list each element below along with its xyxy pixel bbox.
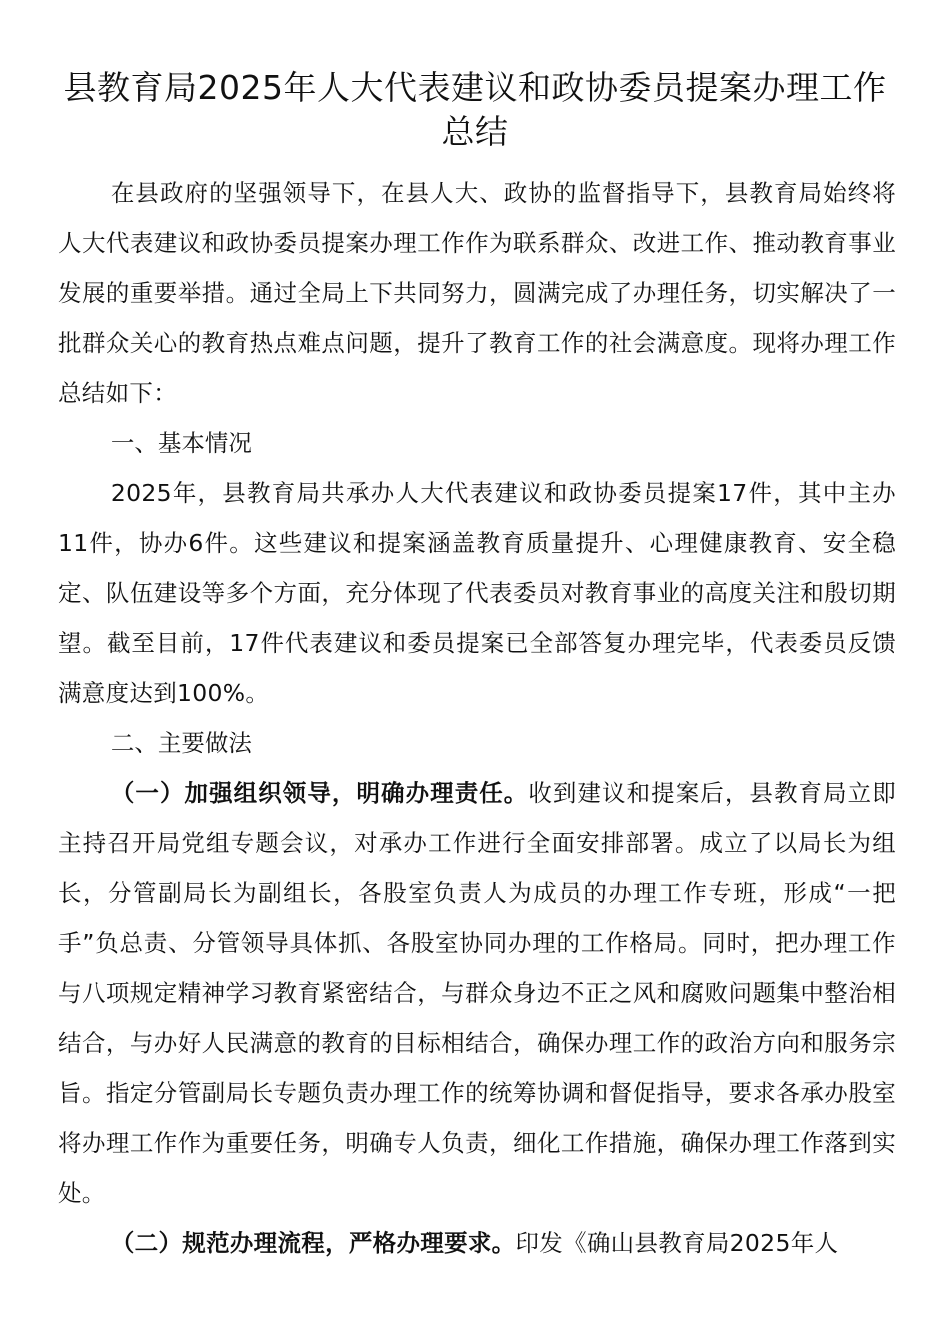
practice-item-1 [58, 768, 896, 1218]
section-heading-main-practices: 二、主要做法 [110, 729, 252, 757]
practice-item-2-text: 印发《确山县教育局2025年人 [515, 1229, 839, 1257]
practice-item-1-lead: （一）加强组织领导，明确办理责任。 [110, 779, 529, 807]
intro-paragraph: 在县政府的坚强领导下，在县人大、政协的监督指导下，县教育局始终将人大代表建议和政协委员提案办理工作作为联系群众、改进工作、推动教育事业发展的重要举措。通过全局上下共同努力，圆满完成了办理任务，切实解决了一批群众关心的教育热点难点问题，提升了教育工作的社会满意度。现将办理工作总结如下： [58, 179, 896, 407]
practice-item-1-text: 收到建议和提案后，县教育局立即主持召开局党组专题会议，对承办工作进行全面安排部署。成立了以局长为组长，分管副局长为副组长，各股室负责人为成员的办理工作专班，形成“一把手”负总责、分管领导具体抓、各股室协同办理的工作格局。同时，把办理工作与八项规定精神学习教育紧密结合，与群众身边不正之风和腐败问题集中整治相结合，与办好人民满意的教育的目标相结合，确保办理工作的政治方向和服务宗旨。指定分管副局长专题负责办理工作的统筹协调和督促指导，要求各承办股室将办理工作作为重要任务，明确专人负责，细化工作措施，确保办理工作落到实处。 [58, 779, 896, 1207]
document-title: 县教育局2025年人大代表建议和政协委员提案办理工作总结 [63, 68, 887, 151]
section-heading-basic-situation: 一、基本情况 [110, 429, 252, 457]
practice-item-2-lead: （二）规范办理流程，严格办理要求。 [110, 1229, 516, 1257]
practice-item-2 [58, 1218, 896, 1268]
document-body [58, 168, 896, 1268]
basic-situation-paragraph: 2025年，县教育局共承办人大代表建议和政协委员提案17件，其中主办11件，协办6件。这些建议和提案涵盖教育质量提升、心理健康教育、安全稳定、队伍建设等多个方面，充分体现了代表委员对教育事业的高度关注和殷切期望。截至目前，17件代表建议和委员提案已全部答复办理完毕，代表委员反馈满意度达到100%。 [58, 479, 896, 707]
